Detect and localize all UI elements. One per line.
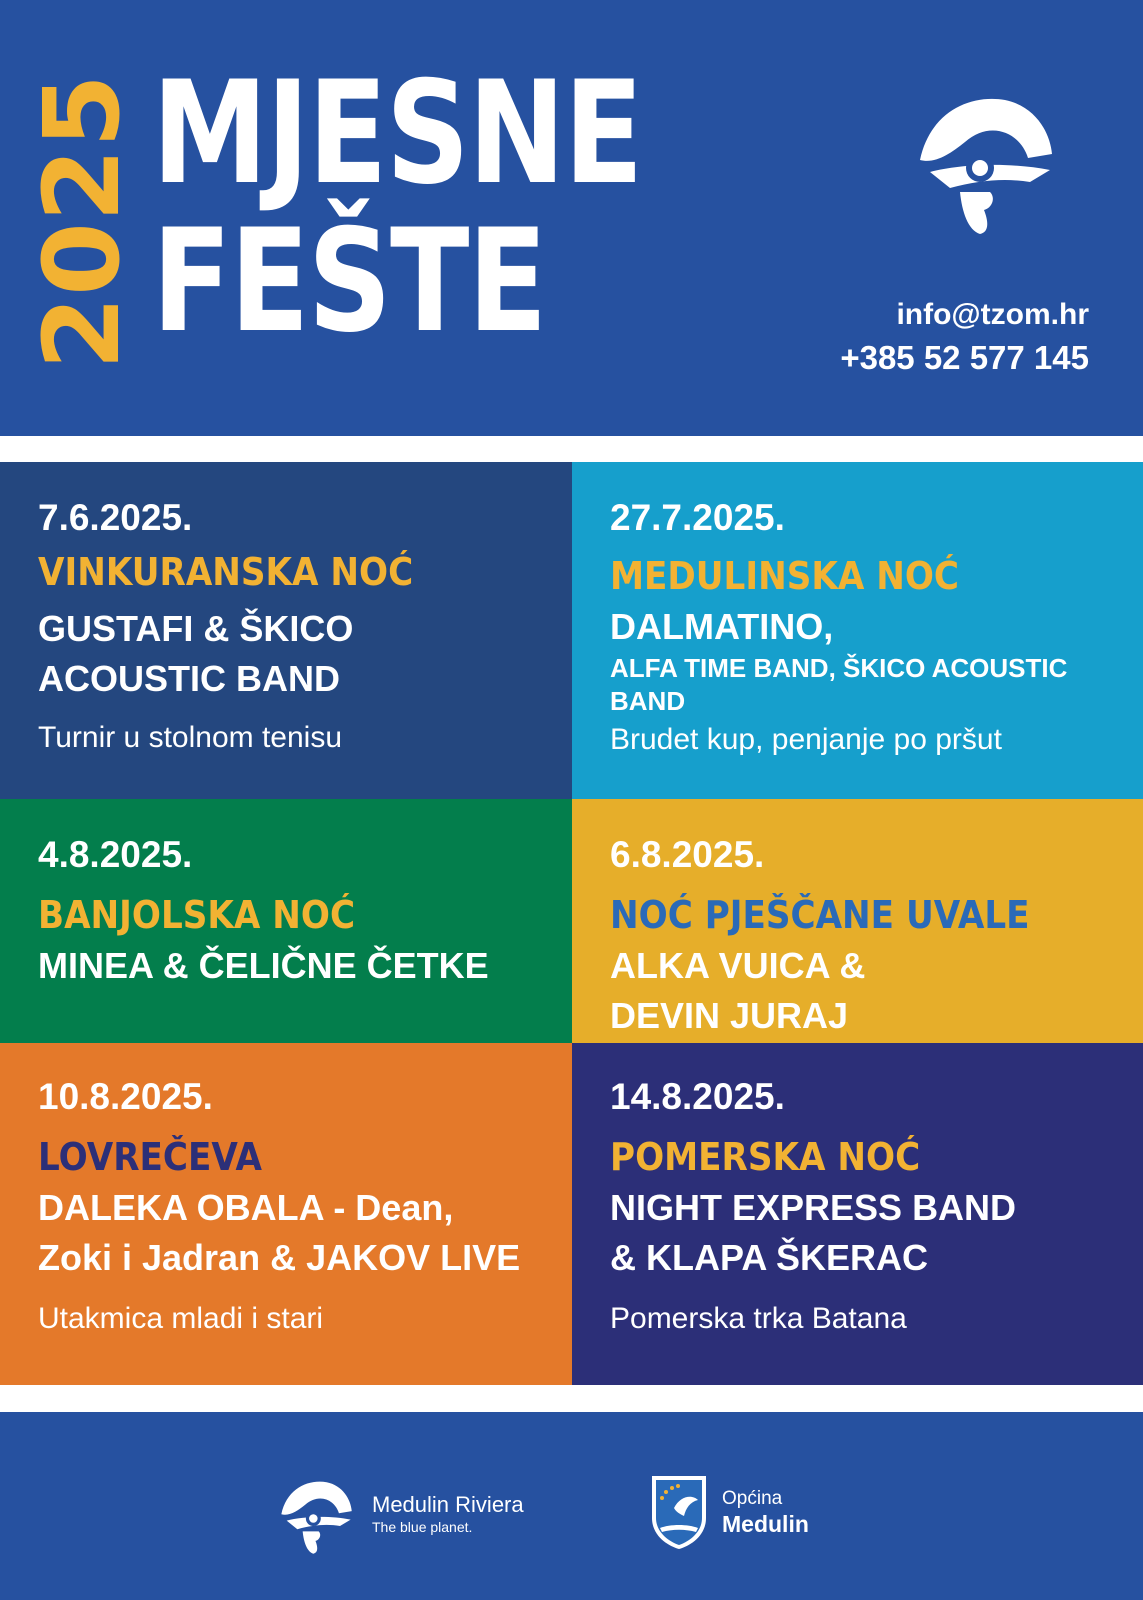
event-performer: DALEKA OBALA - Dean, (38, 1187, 454, 1228)
contact-email[interactable]: info@tzom.hr (896, 298, 1089, 331)
event-activity: Pomerska trka Batana (610, 1302, 907, 1335)
event-activity: Brudet kup, penjanje po pršut (610, 723, 1002, 756)
contact-info (840, 295, 1089, 381)
event-performer: & KLAPA ŠKERAC (610, 1237, 929, 1278)
event-name: VINKURANSKA NOĆ (38, 550, 414, 594)
event-card-lovreceva (0, 1043, 572, 1385)
event-performer: ALKA VUICA & (610, 945, 866, 986)
brand-name: Medulin Riviera (372, 1492, 524, 1517)
event-date: 10.8.2025. (38, 1076, 213, 1117)
event-card-pomerska (572, 1043, 1143, 1385)
event-name: POMERSKA NOĆ (610, 1135, 921, 1179)
event-date: 27.7.2025. (610, 497, 785, 538)
event-card-banjolska (0, 799, 572, 1043)
event-card-medulinska (572, 462, 1143, 799)
event-performer: DALMATINO, (610, 606, 834, 647)
event-performer: ACOUSTIC BAND (38, 658, 340, 699)
event-activity: Turnir u stolnom tenisu (38, 721, 343, 754)
event-performer-small: BAND (610, 686, 686, 716)
coat-of-arms-icon (650, 1474, 708, 1550)
event-performer: Zoki i Jadran & JAKOV LIVE (38, 1237, 521, 1278)
medulin-riviera-logo-icon (276, 1478, 356, 1558)
event-name: NOĆ PJEŠČANE UVALE (610, 893, 1030, 937)
event-name: LOVREČEVA (38, 1135, 262, 1179)
event-date: 14.8.2025. (610, 1076, 785, 1117)
medulin-riviera-logo-icon (910, 92, 1060, 242)
event-card-pjescane-uvale (572, 799, 1143, 1043)
event-activity: Utakmica mladi i stari (38, 1302, 324, 1335)
event-date: 6.8.2025. (610, 834, 765, 875)
event-performer: DEVIN JURAJ (610, 995, 849, 1036)
event-card-vinkuranska (0, 462, 572, 799)
event-date: 7.6.2025. (38, 497, 193, 538)
title-line-2: FEŠTE (152, 199, 546, 364)
footer (0, 1412, 1143, 1600)
header (0, 0, 1143, 436)
events-grid (0, 462, 1143, 1385)
brand-line-2: Medulin (722, 1511, 809, 1537)
event-name: BANJOLSKA NOĆ (38, 893, 356, 937)
year-vertical (21, 72, 143, 372)
event-performer: MINEA & ČELIČNE ČETKE (38, 945, 489, 986)
opcina-medulin-brand (722, 1488, 809, 1538)
medulin-riviera-brand (372, 1492, 524, 1536)
event-performer: GUSTAFI & ŠKICO (38, 608, 354, 649)
brand-tagline: The blue planet. (372, 1519, 473, 1535)
page-title (152, 51, 642, 364)
brand-line-1: Općina (722, 1488, 783, 1509)
contact-phone[interactable]: +385 52 577 145 (840, 339, 1089, 376)
event-performer: NIGHT EXPRESS BAND (610, 1187, 1017, 1228)
title-line-1: MJESNE (152, 51, 642, 216)
event-name: MEDULINSKA NOĆ (610, 554, 960, 598)
year-text: 2025 (21, 80, 143, 370)
event-performer-small: ALFA TIME BAND, ŠKICO ACOUSTIC (610, 653, 1068, 683)
event-date: 4.8.2025. (38, 834, 193, 875)
